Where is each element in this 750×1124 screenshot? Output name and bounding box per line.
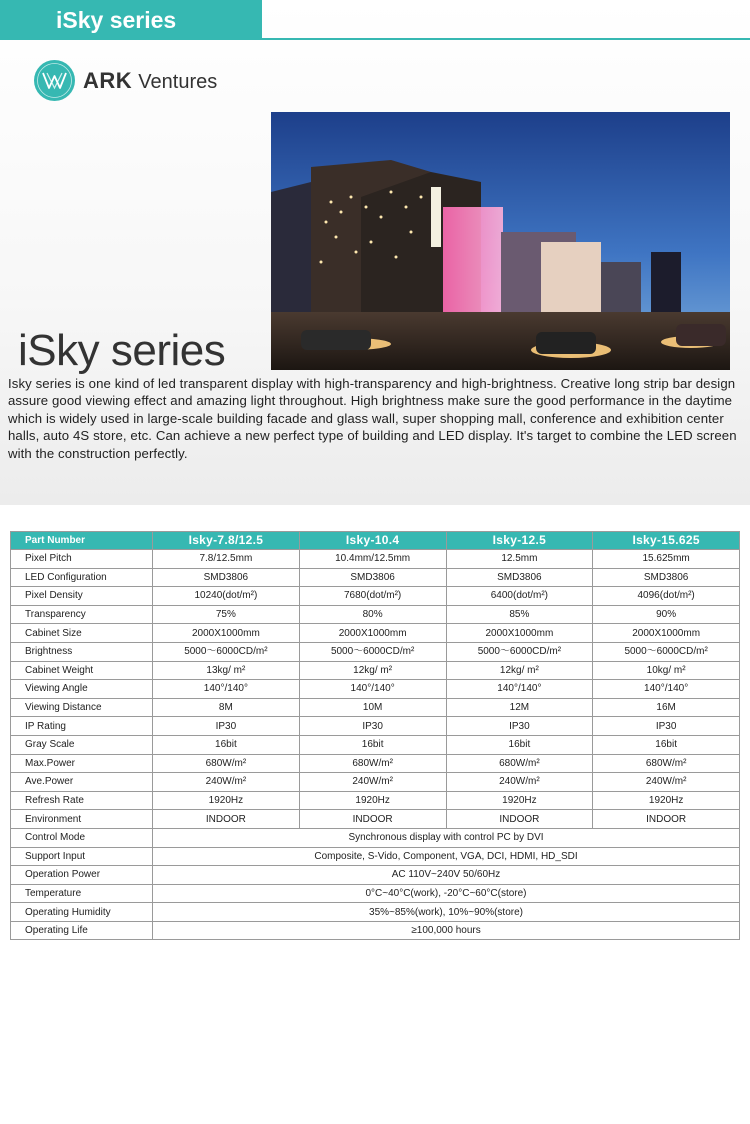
- row-label: Control Mode: [11, 828, 153, 847]
- row-value: 16M: [593, 698, 740, 717]
- row-label: Ave.Power: [11, 773, 153, 792]
- row-label: Operating Life: [11, 921, 153, 940]
- table-header-row: [11, 532, 740, 550]
- row-value: INDOOR: [299, 810, 446, 829]
- table-row: [11, 773, 740, 792]
- header-part-number: Part Number: [11, 532, 153, 550]
- row-value: 12kg/ m²: [299, 661, 446, 680]
- table-row: [11, 921, 740, 940]
- row-label: Operation Power: [11, 866, 153, 885]
- row-value: 13kg/ m²: [153, 661, 300, 680]
- header-model: Isky-10.4: [299, 532, 446, 550]
- row-value: 12.5mm: [446, 550, 593, 569]
- logo-wordmark: [83, 68, 217, 94]
- row-label: Max.Power: [11, 754, 153, 773]
- row-value: 12kg/ m²: [446, 661, 593, 680]
- row-value: 2000X1000mm: [153, 624, 300, 643]
- row-label: Viewing Angle: [11, 680, 153, 699]
- row-value: 2000X1000mm: [299, 624, 446, 643]
- row-value-merged: 35%~85%(work), 10%~90%(store): [153, 903, 740, 922]
- series-banner: [0, 0, 262, 40]
- row-value: 4096(dot/m²): [593, 587, 740, 606]
- row-value-merged: AC 110V~240V 50/60Hz: [153, 866, 740, 885]
- row-value: 1920Hz: [299, 791, 446, 810]
- table-row: [11, 587, 740, 606]
- row-label: Temperature: [11, 884, 153, 903]
- row-label: Environment: [11, 810, 153, 829]
- row-value: 85%: [446, 605, 593, 624]
- row-label: Transparency: [11, 605, 153, 624]
- logo-brand-light: Ventures: [138, 70, 218, 93]
- row-value: 1920Hz: [153, 791, 300, 810]
- row-label: Refresh Rate: [11, 791, 153, 810]
- banner-divider: [262, 38, 750, 40]
- row-value: 7680(dot/m²): [299, 587, 446, 606]
- table-row: [11, 624, 740, 643]
- table-row: [11, 828, 740, 847]
- row-value: 10240(dot/m²): [153, 587, 300, 606]
- row-label: Pixel Density: [11, 587, 153, 606]
- table-row: [11, 550, 740, 569]
- row-value: 140°/140°: [299, 680, 446, 699]
- row-value: 140°/140°: [153, 680, 300, 699]
- table-row: [11, 698, 740, 717]
- row-value: 680W/m²: [593, 754, 740, 773]
- row-value: 15.625mm: [593, 550, 740, 569]
- table-row: [11, 717, 740, 736]
- row-value: IP30: [446, 717, 593, 736]
- row-value: INDOOR: [153, 810, 300, 829]
- row-value-merged: 0°C~40°C(work), -20°C~60°C(store): [153, 884, 740, 903]
- row-value: SMD3806: [446, 568, 593, 587]
- row-value: 10M: [299, 698, 446, 717]
- brand-logo: [34, 60, 217, 101]
- row-value: 680W/m²: [153, 754, 300, 773]
- row-label: Support Input: [11, 847, 153, 866]
- row-value: 2000X1000mm: [446, 624, 593, 643]
- row-value-merged: Synchronous display with control PC by DVI: [153, 828, 740, 847]
- row-value: SMD3806: [299, 568, 446, 587]
- banner-title: iSky series: [56, 6, 177, 33]
- row-value: 240W/m²: [299, 773, 446, 792]
- table-row: [11, 605, 740, 624]
- row-label: Cabinet Weight: [11, 661, 153, 680]
- row-value: 5000～6000CD/m²: [593, 642, 740, 661]
- row-value: 16bit: [153, 735, 300, 754]
- row-label: IP Rating: [11, 717, 153, 736]
- row-value: 2000X1000mm: [593, 624, 740, 643]
- row-value: 240W/m²: [153, 773, 300, 792]
- table-row: [11, 884, 740, 903]
- table-row: [11, 680, 740, 699]
- table-row: [11, 568, 740, 587]
- row-value: 140°/140°: [593, 680, 740, 699]
- row-value: 10kg/ m²: [593, 661, 740, 680]
- building-night-photo: [271, 112, 730, 370]
- row-value: 16bit: [593, 735, 740, 754]
- row-value: 80%: [299, 605, 446, 624]
- logo-brand-bold: ARK: [83, 67, 133, 93]
- table-row: [11, 661, 740, 680]
- row-value: IP30: [153, 717, 300, 736]
- row-value-merged: Composite, S-Vido, Component, VGA, DCI, HDMI, HD_SDI: [153, 847, 740, 866]
- header-model: Isky-7.8/12.5: [153, 532, 300, 550]
- row-value: 16bit: [299, 735, 446, 754]
- table-row: [11, 847, 740, 866]
- table-row: [11, 735, 740, 754]
- row-value: 75%: [153, 605, 300, 624]
- table-row: [11, 791, 740, 810]
- row-value: IP30: [593, 717, 740, 736]
- row-value: 16bit: [446, 735, 593, 754]
- header-model: Isky-15.625: [593, 532, 740, 550]
- row-value: 6400(dot/m²): [446, 587, 593, 606]
- series-description: Isky series is one kind of led transparent display with high-transparency and high-brightness. Creative long strip bar design assure good viewing effect and amazing light throughout. High brightness make sure the good performance in the daytime which is widely used in large-scale building facade and glass wall, super shopping mall, conference and exhibition center halls, auto 4S store, etc. Can achieve a new perfect type of building and LED display. It's target to combine the LED screen with the construction perfectly.: [8, 376, 737, 461]
- row-value: SMD3806: [153, 568, 300, 587]
- table-row: [11, 866, 740, 885]
- row-label: LED Configuration: [11, 568, 153, 587]
- row-value: 8M: [153, 698, 300, 717]
- row-value: 680W/m²: [446, 754, 593, 773]
- table-row: [11, 642, 740, 661]
- page-title: iSky series: [18, 326, 226, 375]
- table-row: [11, 754, 740, 773]
- row-value: 5000～6000CD/m²: [299, 642, 446, 661]
- row-value: INDOOR: [593, 810, 740, 829]
- row-value: 5000～6000CD/m²: [153, 642, 300, 661]
- row-label: Cabinet Size: [11, 624, 153, 643]
- row-value: 90%: [593, 605, 740, 624]
- spec-table: [10, 531, 740, 940]
- row-value: INDOOR: [446, 810, 593, 829]
- row-value: 240W/m²: [593, 773, 740, 792]
- row-label: Pixel Pitch: [11, 550, 153, 569]
- row-value: 10.4mm/12.5mm: [299, 550, 446, 569]
- row-value: IP30: [299, 717, 446, 736]
- table-row: [11, 903, 740, 922]
- header-model: Isky-12.5: [446, 532, 593, 550]
- row-value: 680W/m²: [299, 754, 446, 773]
- row-value: SMD3806: [593, 568, 740, 587]
- row-value-merged: ≥100,000 hours: [153, 921, 740, 940]
- row-label: Brightness: [11, 642, 153, 661]
- row-value: 140°/140°: [446, 680, 593, 699]
- row-value: 1920Hz: [593, 791, 740, 810]
- row-value: 240W/m²: [446, 773, 593, 792]
- row-label: Viewing Distance: [11, 698, 153, 717]
- row-value: 7.8/12.5mm: [153, 550, 300, 569]
- row-value: 5000～6000CD/m²: [446, 642, 593, 661]
- row-label: Gray Scale: [11, 735, 153, 754]
- row-label: Operating Humidity: [11, 903, 153, 922]
- logo-mark-icon: [34, 60, 75, 101]
- row-value: 12M: [446, 698, 593, 717]
- table-row: [11, 810, 740, 829]
- row-value: 1920Hz: [446, 791, 593, 810]
